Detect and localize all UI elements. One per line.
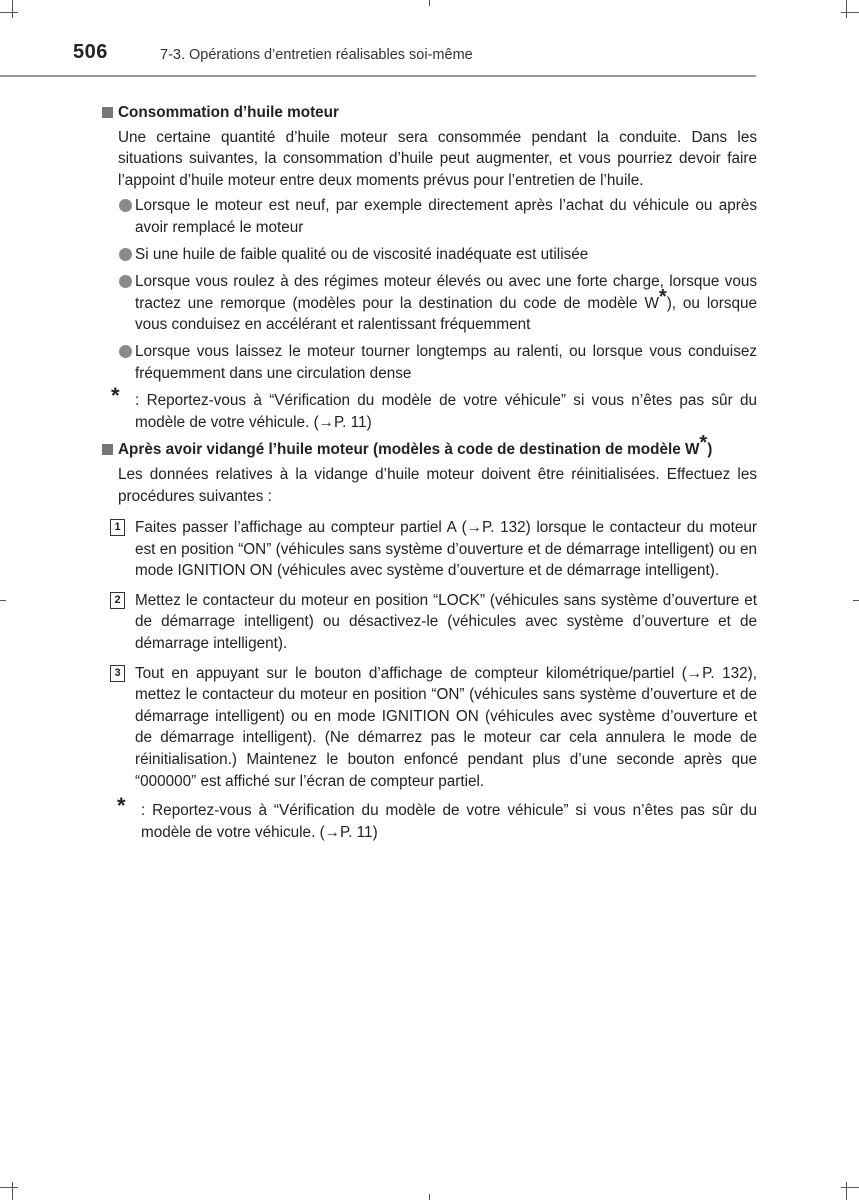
crop-mark (841, 1187, 859, 1188)
section-heading-oil-consumption (100, 102, 757, 124)
footnote (100, 383, 757, 433)
section-title-tail: ) (707, 441, 713, 459)
header-rule (0, 75, 756, 77)
square-bullet-icon (102, 444, 113, 455)
list-item (100, 341, 757, 384)
crop-mark (846, 1182, 847, 1200)
crop-mark (429, 1194, 430, 1200)
footnote-star: * (658, 285, 667, 308)
page-header (0, 35, 859, 80)
list-item-text: Lorsque le moteur est neuf, par exemple directement après l’achat du véhicule ou après avoir remplacé le moteur (135, 197, 757, 236)
procedure-step (100, 517, 757, 582)
circle-bullet-icon (119, 248, 132, 261)
crop-mark (12, 0, 13, 18)
step-number: 3 (110, 665, 125, 682)
square-bullet-icon (102, 107, 113, 118)
crop-mark (846, 0, 847, 18)
footnote-text: : Reportez-vous à “Vérification du modèle de votre véhicule” si vous n’êtes pas sûr du modèle de votre véhicule. (→P. 11) (135, 392, 757, 431)
list-item-text: ), ou lorsque vous conduisez en accélérant et ralentissant fréquemment (135, 294, 757, 334)
list-item (100, 271, 757, 336)
page-content (100, 102, 757, 843)
step-text: Faites passer l’affichage au compteur partiel A (→P. 132) lorsque le contacteur du moteur est en position “ON” (véhicules sans système d’ouverture et de démarrage intelligent) ou en mode IGNITION ON (véhicules avec système d’ouverture et de démarrage intelligent). (135, 519, 757, 580)
paragraph: Une certaine quantité d’huile moteur sera consommée pendant la conduite. Dans les situations suivantes, la consommation d’huile peut augmenter, et vous pourriez devoir faire l’appoint d’huile moteur entre deux moments prévus pour l’entretien de l’huile. (118, 128, 757, 189)
list-item-text: Lorsque vous roulez à des régimes moteur élevés ou avec une forte charge, lorsque vous tractez une remorque (modèles pour la destination du code de modèle W (135, 273, 757, 312)
crop-mark (12, 1182, 13, 1200)
crop-mark (0, 12, 18, 13)
footnote-text: : Reportez-vous à “Vérification du modèle de votre véhicule” si vous n’êtes pas sûr du modèle de votre véhicule. (→P. 11) (141, 802, 757, 841)
footnote-star: * (111, 383, 120, 409)
section-title: Consommation d’huile moteur (118, 104, 339, 121)
page-number: 506 (73, 41, 108, 63)
step-text: Tout en appuyant sur le bouton d’affichage de compteur kilométrique/partiel (→P. 132), mettez le contacteur du moteur en position “ON” (véhicules sans système d’ouverture et de démarrage intelligent) ou en mode IGNITION ON (véhicules avec système d’ouverture et de démarrage intelligent). (Ne démarrez pas le moteur car cela annulera le mode de réinitialisation.) Maintenez le bouton enfoncé pendant plus d’une seconde après que “000000” est affiché sur l’écran de compteur partiel. (135, 664, 757, 790)
crop-mark (0, 1187, 18, 1188)
section-heading-oil-change (100, 432, 757, 461)
footnote-star: * (699, 432, 708, 455)
step-text: Mettez le contacteur du moteur en position “LOCK” (véhicules sans système d’ouverture et de démarrage intelligent) ou désactivez-le (véhicules avec système d’ouverture et de démarrage intelligent). (135, 591, 757, 653)
circle-bullet-icon (119, 345, 132, 358)
list-item-text: Lorsque vous laissez le moteur tourner longtemps au ralenti, ou lorsque vous conduisez fréquemment dans une circulation dense (135, 343, 757, 383)
list-item (100, 195, 757, 238)
circle-bullet-icon (119, 275, 132, 288)
section-title: Après avoir vidangé l’huile moteur (modèles à code de destination de modèle W (118, 441, 700, 459)
paragraph: Les données relatives à la vidange d’huile moteur doivent être réinitialisées. Effectuez les procédures suivantes : (118, 465, 757, 505)
procedure-step (100, 590, 757, 655)
crop-mark (853, 600, 859, 601)
list-item (100, 244, 757, 266)
chapter-title: 7-3. Opérations d’entretien réalisables soi-même (160, 47, 473, 63)
crop-mark (0, 600, 6, 601)
footnote-star: * (117, 793, 126, 819)
step-number: 1 (110, 519, 125, 536)
procedure-step (100, 663, 757, 793)
footnote (100, 793, 757, 843)
step-number: 2 (110, 592, 125, 609)
list-item-text: Si une huile de faible qualité ou de viscosité inadéquate est utilisée (135, 246, 589, 264)
circle-bullet-icon (119, 199, 132, 212)
crop-mark (841, 12, 859, 13)
crop-mark (429, 0, 430, 6)
